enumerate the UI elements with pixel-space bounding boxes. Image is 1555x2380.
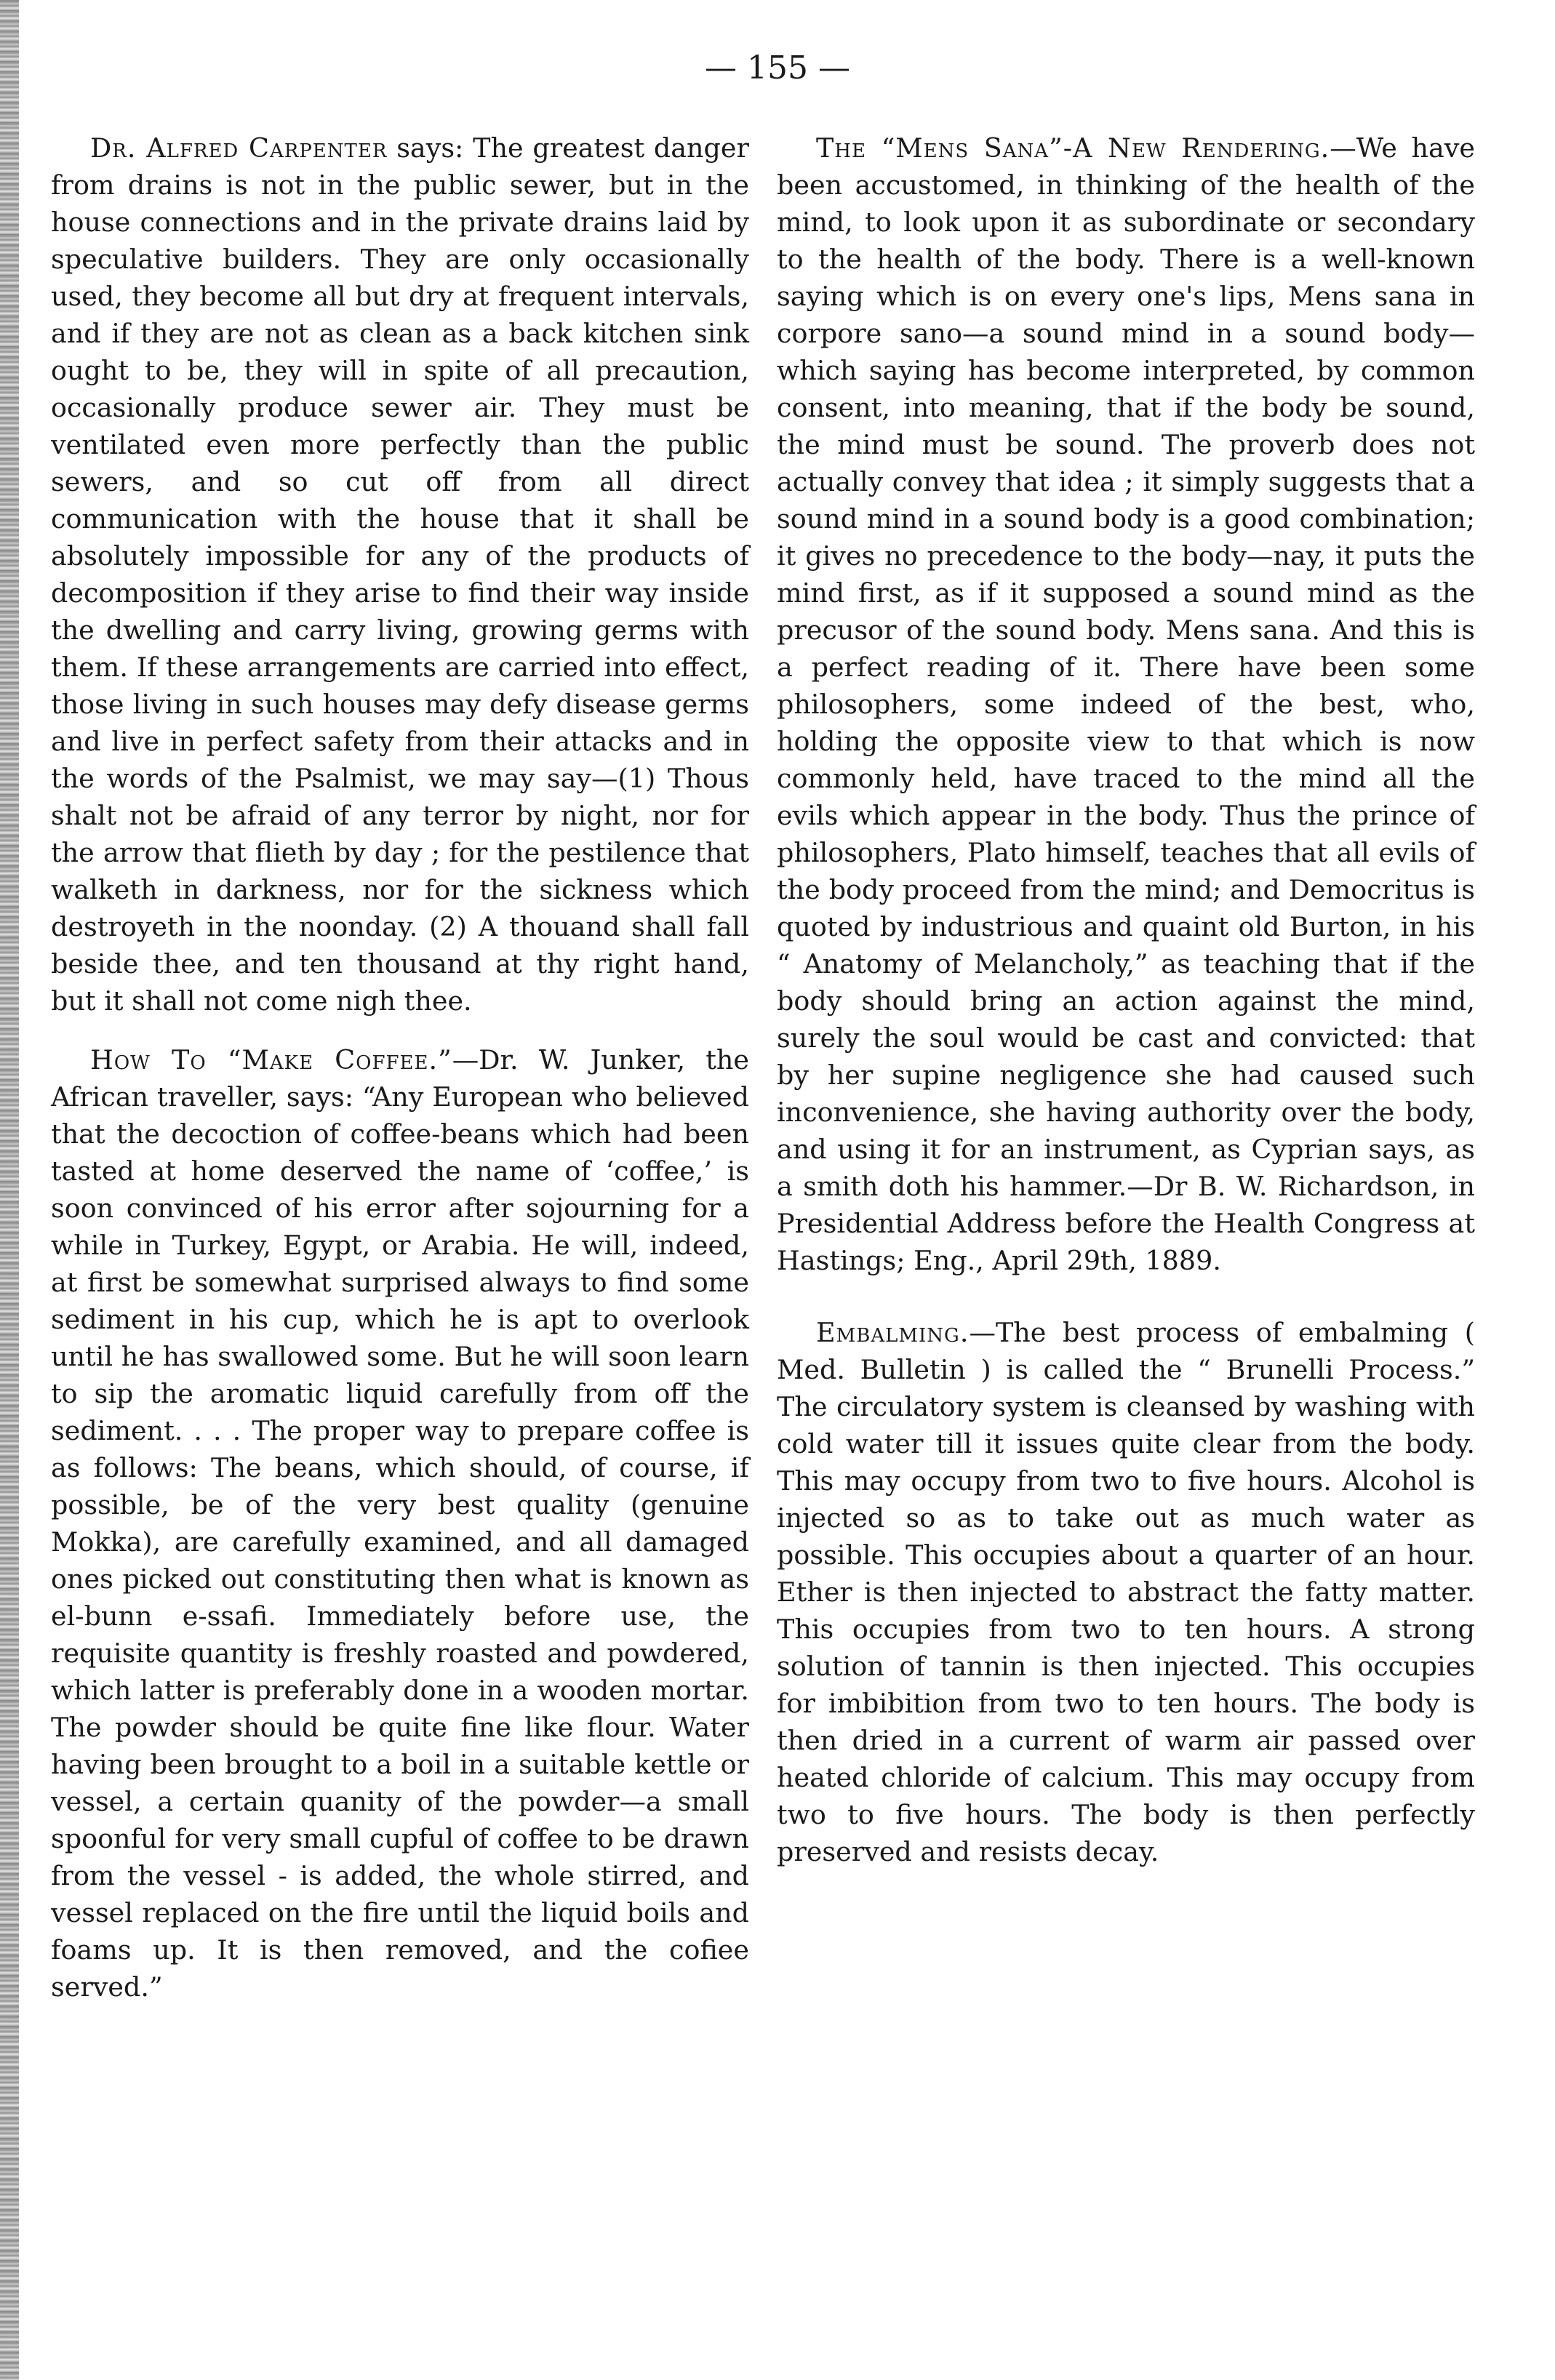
article-heading: Embalming. (816, 1317, 970, 1348)
article-drains (51, 129, 749, 1019)
article-body: —The best process of embalming ( Med. Bulletin ) is called the “ Brunelli Process.” The circulatory system is cleansed by washing with cold water till it issues quite clear from the body. This may occupy from two to five hours. Alcohol is injected so as to take out as much water as possible. This occupies about a quarter of an hour. Ether is then injected to abstract the fatty matter. This occupies from two to ten hours. A strong solution of tannin is then injected. This occupies for imbibition from two to ten hours. The body is then dried in a current of warm air passed over heated chloride of calcium. This may occupy from two to five hours. The body is then perfectly preserved and resists decay. (777, 1317, 1475, 1867)
article-coffee (51, 1041, 749, 2006)
article-heading: How To “Make Coffee.” (90, 1044, 452, 1075)
article-heading: Dr. Alfred Carpenter (90, 132, 388, 164)
page-binding-edge (0, 0, 19, 2380)
left-column (51, 129, 749, 2027)
article-body: —We have been accustomed, in thinking of the health of the mind, to look upon it as subordinate or secondary to the health of the body. There is a well-known saying which is on every one's lips, Mens sana in corpore sano—a sound mind in a sound body—which saying has become interpreted, by common consent, into meaning, that if the body be sound, the mind must be sound. The proverb does not actually convey that idea ; it simply suggests that a sound mind in a sound body is a good combination; it gives no precedence to the body—nay, it puts the mind first, as if it supposed a sound mind as the precusor of the sound body. Mens sana. And this is a perfect reading of it. There have been some philosophers, some indeed of the best, who, holding the opposite view to that which is now commonly held, have traced to the mind all the evils which appear in the body. Thus the prince of philosophers, Plato himself, teaches that all evils of the body proceed from the mind; and Democritus is quoted by industrious and quaint old Burton, in his “ Anatomy of Melancholy,” as teaching that if the body should bring an action against the mind, surely the soul would be cast and convicted: that by her supine negligence she had caused such inconvenience, she having authority over the body, and using it for an instrument, as Cyprian says, as a smith doth his hammer.—Dr B. W. Richardson, in Presidential Address before the Health Congress at Hastings; Eng., April 29th, 1889. (777, 132, 1475, 1276)
article-mens-sana (777, 129, 1475, 1279)
article-embalming (777, 1314, 1475, 1870)
article-body: —Dr. W. Junker, the African traveller, says: “Any European who believed that the decoction of coffee-beans which had been tasted at home deserved the name of ‘coffee,’ is soon convinced of his error after sojourning for a while in Turkey, Egypt, or Arabia. He will, indeed, at first be somewhat surprised always to find some sediment in his cup, which he is apt to overlook until he has swallowed some. But he will soon learn to sip the aromatic liquid carefully from off the sediment. . . . The proper way to prepare coffee is as follows: The beans, which should, of course, if possible, be of the very best quality (genuine Mokka), are carefully examined, and all damaged ones picked out constituting then what is known as el-bunn e-ssafi. Immediately before use, the requisite quantity is freshly roasted and powdered, which latter is preferably done in a wooden mortar. The powder should be quite fine like flour. Water having been brought to a boil in a suitable kettle or vessel, a certain quanity of the powder—a small spoonful for very small cupful of coffee to be drawn from the vessel - is added, the whole stirred, and vessel replaced on the fire until the liquid boils and foams up. It is then removed, and the cofiee served.” (51, 1044, 749, 2003)
article-body: says: The greatest danger from drains is not in the public sewer, but in the house connections and in the private drains laid by speculative builders. They are only occasionally used, they become all but dry at frequent intervals, and if they are not as clean as a back kitchen sink ought to be, they will in spite of all precaution, occasionally produce sewer air. They must be ventilated even more perfectly than the public sewers, and so cut off from all direct communication with the house that it shall be absolutely impossible for any of the products of decomposition if they arise to find their way inside the dwelling and carry living, growing germs with them. If these arrangements are carried into effect, those living in such houses may defy disease germs and live in perfect safety from their attacks and in the words of the Psalmist, we may say—(1) Thous shalt not be afraid of any terror by night, nor for the arrow that flieth by day ; for the pestilence that walketh in darkness, nor for the sickness which destroyeth in the noonday. (2) A thouand shall fall beside thee, and ten thousand at thy right hand, but it shall not come nigh thee. (51, 132, 749, 1017)
page-number: — 155 — (705, 49, 850, 87)
right-column (777, 129, 1475, 1892)
article-heading: The “Mens Sana”-A New Rendering. (816, 132, 1330, 164)
